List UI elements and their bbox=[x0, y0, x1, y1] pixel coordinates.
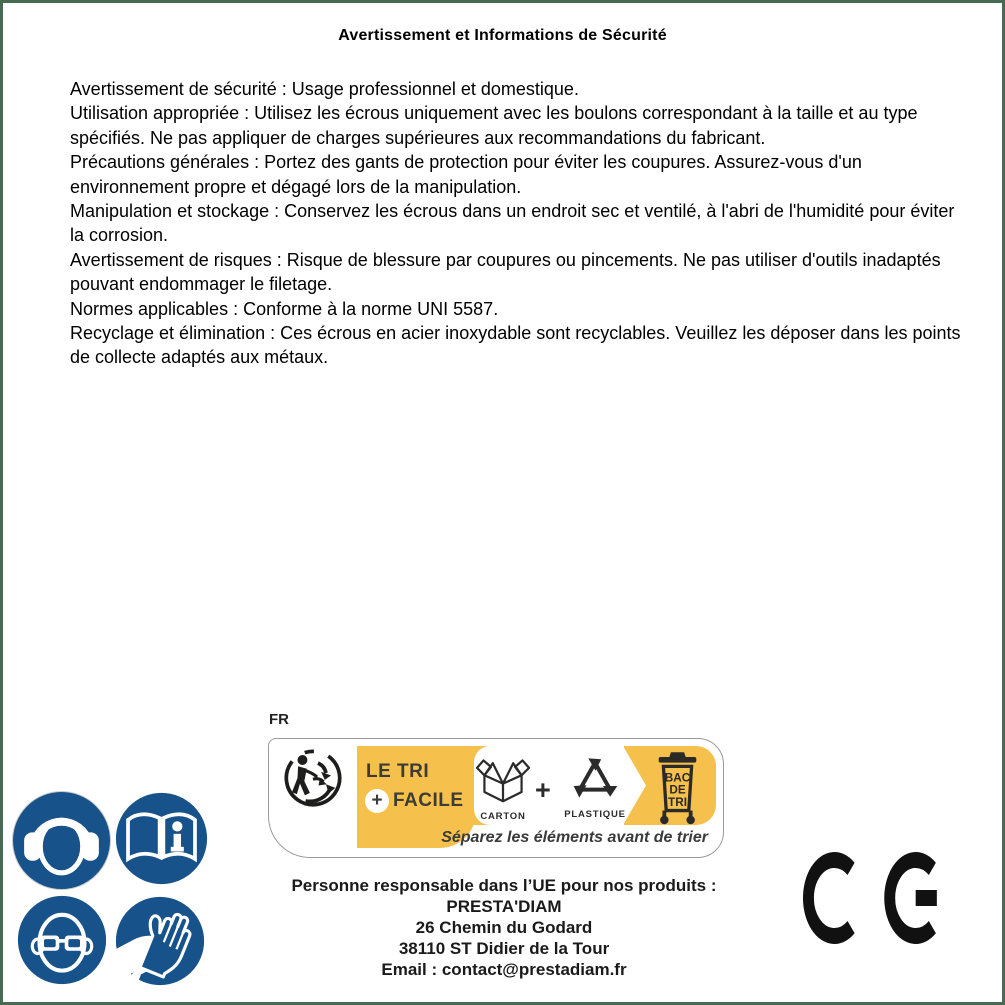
ce-marking-icon bbox=[803, 848, 943, 948]
infotri-tagline: Séparez les éléments avant de trier bbox=[441, 829, 708, 846]
responsible-email: Email : contact@prestadiam.fr bbox=[381, 960, 627, 979]
wear-protective-gloves-icon bbox=[115, 896, 205, 986]
fr-country-label: FR bbox=[269, 711, 289, 728]
paragraph-proper-use: Utilisation appropriée : Utilisez les écrous uniquement avec les boulons correspondant à la taille et au type spécifiés. Ne pas appliquer de charges supérieures aux recommandations du fabricant. bbox=[70, 103, 918, 148]
paragraph-general-precautions: Précautions générales : Portez des gants de protection pour éviter les coupures. Assurez-vous d'un environnement propre et dégagé lors de la manipulation. bbox=[70, 152, 862, 197]
bin-label-line2: DE bbox=[669, 783, 686, 797]
read-instruction-manual-icon bbox=[115, 792, 208, 885]
responsible-company: PRESTA'DIAM bbox=[446, 897, 562, 916]
carton-box-icon bbox=[475, 753, 531, 805]
bin-label-line1: BAC bbox=[664, 771, 691, 785]
responsible-heading: Personne responsable dans l’UE pour nos produits : bbox=[291, 876, 717, 895]
materials-plus-sign: + bbox=[535, 775, 551, 805]
triman-icon bbox=[282, 747, 344, 809]
paragraph-risk-warning: Avertissement de risques : Risque de blessure par coupures ou pincements. Ne pas utiliser d'outils inadaptés pouvant endommager le filetage. bbox=[70, 249, 941, 295]
plus-circle-icon: + bbox=[365, 789, 389, 813]
ce-marking bbox=[803, 848, 943, 948]
plastic-recycle-icon bbox=[570, 753, 620, 803]
paragraph-security-warning: Avertissement de sécurité : Usage professionnel et domestique. bbox=[70, 79, 579, 99]
material-plastique: PLASTIQUE bbox=[563, 753, 627, 820]
paragraph-standards: Normes applicables : Conforme à la norme UNI 5587. bbox=[70, 298, 499, 319]
material-carton: CARTON bbox=[472, 753, 534, 822]
safety-text-block bbox=[70, 77, 963, 370]
infotri-headline-line1: LE TRI bbox=[366, 761, 430, 782]
paragraph-handling-storage: Manipulation et stockage : Conservez les écrous dans un endroit sec et ventilé, à l'abri de l'humidité pour éviter la corrosion. bbox=[70, 201, 955, 246]
infotri-recycling-banner bbox=[268, 738, 724, 858]
wear-eye-protection-icon bbox=[17, 895, 107, 985]
page-title: Avertissement et Informations de Sécurité bbox=[338, 27, 667, 44]
infotri-headline-line2: + FACILE bbox=[365, 789, 464, 813]
responsible-person-block bbox=[243, 875, 765, 980]
wear-ear-protection-icon bbox=[11, 790, 112, 891]
paragraph-recycling: Recyclage et élimination : Ces écrous en acier inoxydable sont recyclables. Veuillez les déposer dans les points de collecte adaptés aux métaux. bbox=[70, 323, 961, 368]
sorting-bin-icon bbox=[654, 750, 701, 826]
responsible-city: 38110 ST Didier de la Tour bbox=[398, 939, 610, 958]
responsible-street: 26 Chemin du Godard bbox=[415, 918, 593, 937]
bin-label-line3: TRI bbox=[668, 795, 687, 809]
